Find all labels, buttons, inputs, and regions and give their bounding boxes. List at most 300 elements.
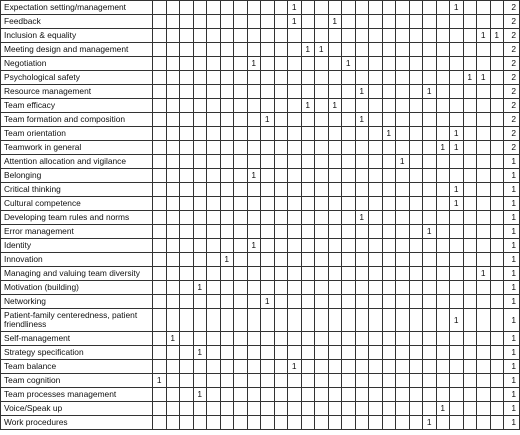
empty-cell xyxy=(477,197,491,211)
table-row xyxy=(1,155,520,169)
empty-cell xyxy=(220,169,234,183)
empty-cell xyxy=(288,155,302,169)
empty-cell xyxy=(180,239,194,253)
empty-cell xyxy=(220,155,234,169)
empty-cell xyxy=(342,43,356,57)
empty-cell xyxy=(220,360,234,374)
empty-cell xyxy=(274,57,288,71)
empty-cell xyxy=(288,197,302,211)
empty-cell xyxy=(369,29,383,43)
empty-cell xyxy=(355,239,369,253)
empty-cell xyxy=(166,295,180,309)
empty-cell xyxy=(288,113,302,127)
empty-cell xyxy=(396,43,410,57)
empty-cell xyxy=(166,281,180,295)
empty-cell xyxy=(247,267,261,281)
empty-cell xyxy=(328,239,342,253)
empty-cell xyxy=(436,197,450,211)
row-label: Team efficacy xyxy=(1,99,153,113)
table-row xyxy=(1,141,520,155)
empty-cell xyxy=(342,211,356,225)
empty-cell xyxy=(328,169,342,183)
empty-cell xyxy=(423,57,437,71)
row-label: Developing team rules and norms xyxy=(1,211,153,225)
empty-cell xyxy=(490,1,504,15)
empty-cell xyxy=(342,15,356,29)
empty-cell xyxy=(301,239,315,253)
row-total: 2 xyxy=(504,99,520,113)
empty-cell xyxy=(180,374,194,388)
empty-cell xyxy=(193,253,207,267)
mark-cell: 1 xyxy=(423,416,437,430)
empty-cell xyxy=(382,99,396,113)
empty-cell xyxy=(328,211,342,225)
empty-cell xyxy=(220,113,234,127)
empty-cell xyxy=(180,253,194,267)
empty-cell xyxy=(396,281,410,295)
table-row xyxy=(1,225,520,239)
empty-cell xyxy=(315,267,329,281)
empty-cell xyxy=(369,15,383,29)
row-label: Team orientation xyxy=(1,127,153,141)
empty-cell xyxy=(355,225,369,239)
empty-cell xyxy=(423,402,437,416)
empty-cell xyxy=(436,374,450,388)
empty-cell xyxy=(180,71,194,85)
mark-cell: 1 xyxy=(355,211,369,225)
empty-cell xyxy=(220,239,234,253)
empty-cell xyxy=(409,1,423,15)
table-row xyxy=(1,295,520,309)
empty-cell xyxy=(207,1,221,15)
empty-cell xyxy=(220,99,234,113)
empty-cell xyxy=(382,374,396,388)
empty-cell xyxy=(193,57,207,71)
empty-cell xyxy=(423,281,437,295)
row-total: 2 xyxy=(504,29,520,43)
empty-cell xyxy=(301,346,315,360)
empty-cell xyxy=(288,295,302,309)
empty-cell xyxy=(315,295,329,309)
empty-cell xyxy=(409,155,423,169)
row-label: Team cognition xyxy=(1,374,153,388)
empty-cell xyxy=(490,346,504,360)
empty-cell xyxy=(342,416,356,430)
empty-cell xyxy=(207,309,221,332)
empty-cell xyxy=(301,416,315,430)
empty-cell xyxy=(234,197,248,211)
empty-cell xyxy=(234,211,248,225)
empty-cell xyxy=(423,183,437,197)
empty-cell xyxy=(247,360,261,374)
empty-cell xyxy=(382,253,396,267)
empty-cell xyxy=(166,71,180,85)
empty-cell xyxy=(288,267,302,281)
empty-cell xyxy=(247,29,261,43)
mark-cell: 1 xyxy=(423,225,437,239)
table-row xyxy=(1,267,520,281)
empty-cell xyxy=(355,416,369,430)
row-label: Self-management xyxy=(1,332,153,346)
empty-cell xyxy=(180,85,194,99)
empty-cell xyxy=(342,155,356,169)
empty-cell xyxy=(369,388,383,402)
empty-cell xyxy=(301,113,315,127)
empty-cell xyxy=(220,1,234,15)
empty-cell xyxy=(207,253,221,267)
empty-cell xyxy=(382,281,396,295)
empty-cell xyxy=(450,71,464,85)
empty-cell xyxy=(396,239,410,253)
empty-cell xyxy=(328,43,342,57)
empty-cell xyxy=(301,57,315,71)
empty-cell xyxy=(166,360,180,374)
empty-cell xyxy=(450,169,464,183)
empty-cell xyxy=(450,113,464,127)
empty-cell xyxy=(274,85,288,99)
empty-cell xyxy=(409,29,423,43)
empty-cell xyxy=(463,416,477,430)
empty-cell xyxy=(450,57,464,71)
empty-cell xyxy=(477,239,491,253)
empty-cell xyxy=(396,57,410,71)
row-total: 1 xyxy=(504,295,520,309)
empty-cell xyxy=(450,388,464,402)
empty-cell xyxy=(396,360,410,374)
empty-cell xyxy=(342,141,356,155)
empty-cell xyxy=(477,281,491,295)
empty-cell xyxy=(180,309,194,332)
row-label: Psychological safety xyxy=(1,71,153,85)
empty-cell xyxy=(301,225,315,239)
row-total: 1 xyxy=(504,281,520,295)
empty-cell xyxy=(274,197,288,211)
mark-cell: 1 xyxy=(450,127,464,141)
table-row xyxy=(1,183,520,197)
empty-cell xyxy=(180,141,194,155)
empty-cell xyxy=(409,332,423,346)
empty-cell xyxy=(247,43,261,57)
empty-cell xyxy=(342,113,356,127)
empty-cell xyxy=(301,267,315,281)
empty-cell xyxy=(261,388,275,402)
empty-cell xyxy=(193,71,207,85)
empty-cell xyxy=(328,197,342,211)
row-label: Cultural competence xyxy=(1,197,153,211)
empty-cell xyxy=(342,225,356,239)
empty-cell xyxy=(166,43,180,57)
empty-cell xyxy=(247,141,261,155)
empty-cell xyxy=(328,85,342,99)
empty-cell xyxy=(396,15,410,29)
empty-cell xyxy=(463,360,477,374)
empty-cell xyxy=(261,71,275,85)
empty-cell xyxy=(274,402,288,416)
empty-cell xyxy=(247,295,261,309)
empty-cell xyxy=(274,183,288,197)
empty-cell xyxy=(436,267,450,281)
empty-cell xyxy=(342,281,356,295)
empty-cell xyxy=(396,113,410,127)
empty-cell xyxy=(207,239,221,253)
row-label: Managing and valuing team diversity xyxy=(1,267,153,281)
mark-cell: 1 xyxy=(288,1,302,15)
empty-cell xyxy=(369,295,383,309)
empty-cell xyxy=(247,309,261,332)
empty-cell xyxy=(396,346,410,360)
mark-cell: 1 xyxy=(315,43,329,57)
empty-cell xyxy=(153,29,167,43)
empty-cell xyxy=(477,99,491,113)
empty-cell xyxy=(180,416,194,430)
empty-cell xyxy=(234,332,248,346)
empty-cell xyxy=(261,197,275,211)
mark-cell: 1 xyxy=(166,332,180,346)
empty-cell xyxy=(342,295,356,309)
empty-cell xyxy=(180,1,194,15)
empty-cell xyxy=(274,332,288,346)
empty-cell xyxy=(180,57,194,71)
empty-cell xyxy=(288,309,302,332)
empty-cell xyxy=(490,281,504,295)
empty-cell xyxy=(409,57,423,71)
empty-cell xyxy=(369,169,383,183)
empty-cell xyxy=(369,309,383,332)
empty-cell xyxy=(355,374,369,388)
empty-cell xyxy=(234,183,248,197)
empty-cell xyxy=(450,225,464,239)
empty-cell xyxy=(220,43,234,57)
empty-cell xyxy=(423,141,437,155)
row-label: Teamwork in general xyxy=(1,141,153,155)
empty-cell xyxy=(301,85,315,99)
empty-cell xyxy=(166,127,180,141)
empty-cell xyxy=(490,183,504,197)
empty-cell xyxy=(328,360,342,374)
empty-cell xyxy=(396,416,410,430)
empty-cell xyxy=(355,169,369,183)
empty-cell xyxy=(153,169,167,183)
empty-cell xyxy=(477,113,491,127)
empty-cell xyxy=(166,346,180,360)
empty-cell xyxy=(463,295,477,309)
empty-cell xyxy=(423,29,437,43)
empty-cell xyxy=(261,346,275,360)
empty-cell xyxy=(180,127,194,141)
empty-cell xyxy=(382,267,396,281)
empty-cell xyxy=(153,225,167,239)
empty-cell xyxy=(436,281,450,295)
row-total: 1 xyxy=(504,374,520,388)
empty-cell xyxy=(477,225,491,239)
empty-cell xyxy=(220,71,234,85)
empty-cell xyxy=(274,29,288,43)
table-row xyxy=(1,127,520,141)
empty-cell xyxy=(382,332,396,346)
empty-cell xyxy=(490,15,504,29)
table-row xyxy=(1,43,520,57)
empty-cell xyxy=(220,211,234,225)
empty-cell xyxy=(450,29,464,43)
empty-cell xyxy=(477,416,491,430)
empty-cell xyxy=(261,402,275,416)
empty-cell xyxy=(193,295,207,309)
empty-cell xyxy=(369,183,383,197)
empty-cell xyxy=(261,127,275,141)
empty-cell xyxy=(342,267,356,281)
mark-cell: 1 xyxy=(355,85,369,99)
empty-cell xyxy=(274,225,288,239)
empty-cell xyxy=(463,29,477,43)
empty-cell xyxy=(463,43,477,57)
empty-cell xyxy=(166,374,180,388)
empty-cell xyxy=(436,239,450,253)
row-label: Error management xyxy=(1,225,153,239)
empty-cell xyxy=(369,346,383,360)
empty-cell xyxy=(463,239,477,253)
empty-cell xyxy=(247,374,261,388)
empty-cell xyxy=(409,309,423,332)
empty-cell xyxy=(153,197,167,211)
empty-cell xyxy=(477,211,491,225)
empty-cell xyxy=(180,267,194,281)
empty-cell xyxy=(409,281,423,295)
empty-cell xyxy=(315,85,329,99)
empty-cell xyxy=(436,127,450,141)
empty-cell xyxy=(490,57,504,71)
empty-cell xyxy=(153,253,167,267)
empty-cell xyxy=(355,253,369,267)
empty-cell xyxy=(288,29,302,43)
empty-cell xyxy=(207,267,221,281)
empty-cell xyxy=(166,211,180,225)
empty-cell xyxy=(220,85,234,99)
empty-cell xyxy=(328,402,342,416)
empty-cell xyxy=(477,374,491,388)
empty-cell xyxy=(328,416,342,430)
empty-cell xyxy=(409,388,423,402)
empty-cell xyxy=(436,211,450,225)
empty-cell xyxy=(261,29,275,43)
empty-cell xyxy=(342,332,356,346)
empty-cell xyxy=(180,155,194,169)
empty-cell xyxy=(180,346,194,360)
mark-cell: 1 xyxy=(301,43,315,57)
empty-cell xyxy=(274,309,288,332)
empty-cell xyxy=(369,253,383,267)
empty-cell xyxy=(207,295,221,309)
row-total: 2 xyxy=(504,127,520,141)
empty-cell xyxy=(477,57,491,71)
mark-cell: 1 xyxy=(247,169,261,183)
empty-cell xyxy=(166,141,180,155)
mark-cell: 1 xyxy=(477,29,491,43)
empty-cell xyxy=(301,332,315,346)
empty-cell xyxy=(355,141,369,155)
empty-cell xyxy=(328,374,342,388)
empty-cell xyxy=(328,183,342,197)
empty-cell xyxy=(423,267,437,281)
empty-cell xyxy=(193,113,207,127)
row-label: Inclusion & equality xyxy=(1,29,153,43)
empty-cell xyxy=(342,29,356,43)
empty-cell xyxy=(450,281,464,295)
row-total: 1 xyxy=(504,332,520,346)
empty-cell xyxy=(193,85,207,99)
row-total: 1 xyxy=(504,309,520,332)
empty-cell xyxy=(490,99,504,113)
empty-cell xyxy=(490,155,504,169)
empty-cell xyxy=(207,71,221,85)
empty-cell xyxy=(342,183,356,197)
empty-cell xyxy=(315,183,329,197)
empty-cell xyxy=(166,225,180,239)
empty-cell xyxy=(220,29,234,43)
empty-cell xyxy=(193,225,207,239)
empty-cell xyxy=(180,281,194,295)
empty-cell xyxy=(382,71,396,85)
empty-cell xyxy=(423,239,437,253)
table-row xyxy=(1,281,520,295)
empty-cell xyxy=(423,332,437,346)
empty-cell xyxy=(180,360,194,374)
empty-cell xyxy=(328,113,342,127)
empty-cell xyxy=(423,309,437,332)
grid-body xyxy=(1,1,520,430)
empty-cell xyxy=(288,225,302,239)
empty-cell xyxy=(328,141,342,155)
empty-cell xyxy=(274,15,288,29)
mark-cell: 1 xyxy=(450,141,464,155)
empty-cell xyxy=(409,239,423,253)
empty-cell xyxy=(234,309,248,332)
empty-cell xyxy=(423,374,437,388)
empty-cell xyxy=(193,332,207,346)
empty-cell xyxy=(355,183,369,197)
row-label: Critical thinking xyxy=(1,183,153,197)
empty-cell xyxy=(342,309,356,332)
mark-cell: 1 xyxy=(247,57,261,71)
empty-cell xyxy=(220,57,234,71)
empty-cell xyxy=(423,346,437,360)
empty-cell xyxy=(153,15,167,29)
empty-cell xyxy=(490,253,504,267)
empty-cell xyxy=(342,169,356,183)
empty-cell xyxy=(207,113,221,127)
empty-cell xyxy=(220,374,234,388)
empty-cell xyxy=(247,197,261,211)
empty-cell xyxy=(274,141,288,155)
empty-cell xyxy=(234,374,248,388)
empty-cell xyxy=(423,43,437,57)
empty-cell xyxy=(355,57,369,71)
empty-cell xyxy=(288,71,302,85)
empty-cell xyxy=(301,388,315,402)
empty-cell xyxy=(153,183,167,197)
empty-cell xyxy=(315,360,329,374)
table-row xyxy=(1,197,520,211)
empty-cell xyxy=(288,388,302,402)
empty-cell xyxy=(382,57,396,71)
empty-cell xyxy=(166,402,180,416)
empty-cell xyxy=(490,225,504,239)
empty-cell xyxy=(382,309,396,332)
empty-cell xyxy=(234,346,248,360)
empty-cell xyxy=(301,360,315,374)
row-total: 1 xyxy=(504,197,520,211)
empty-cell xyxy=(301,295,315,309)
row-label: Work procedures xyxy=(1,416,153,430)
